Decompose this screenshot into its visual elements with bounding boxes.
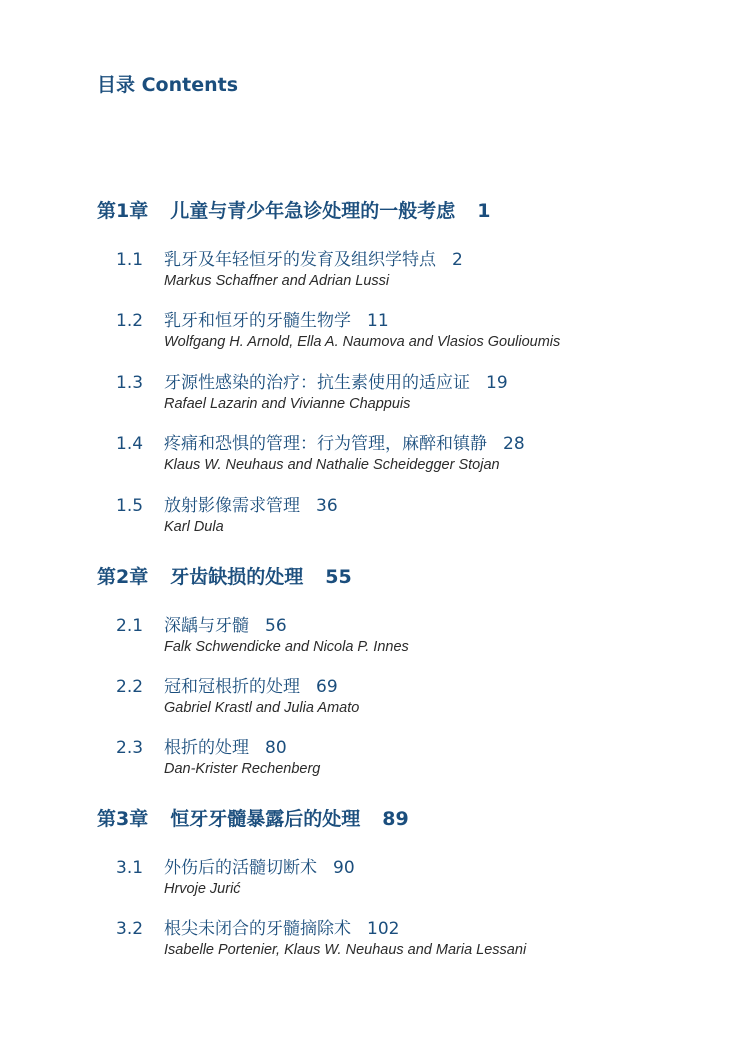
section-number: 2.3: [116, 738, 144, 758]
section-page: 56: [265, 616, 287, 636]
toc-entry: [116, 737, 320, 779]
chapter-page: 1: [477, 200, 491, 222]
section-authors: Hrvoje Jurić: [164, 881, 241, 897]
section-page: 11: [367, 311, 389, 331]
chapter-heading: [97, 804, 409, 831]
section-title: 冠和冠根折的处理: [164, 677, 300, 697]
chapter-heading: [97, 196, 490, 223]
chapter-page: 55: [325, 566, 352, 588]
section-page: 28: [503, 434, 525, 454]
section-authors: Rafael Lazarin and Vivianne Chappuis: [164, 396, 411, 412]
section-title: 深龋与牙髓: [164, 616, 249, 636]
section-number: 2.2: [116, 677, 144, 697]
section-number: 1.1: [116, 250, 144, 270]
section-number: 3.2: [116, 919, 144, 939]
section-page: 69: [316, 677, 338, 697]
toc-entry: [116, 857, 355, 899]
section-number: 1.2: [116, 311, 144, 331]
chapter-heading: [97, 562, 352, 589]
page-title: 目录 Contents: [97, 74, 239, 96]
chapter-page: 89: [382, 808, 409, 830]
section-page: 19: [486, 373, 508, 393]
toc-entry: [116, 918, 526, 960]
chapter-title: 恒牙牙髓暴露后的处理: [170, 808, 361, 830]
section-page: 102: [367, 919, 400, 939]
section-title: 根尖未闭合的牙髓摘除术: [164, 919, 351, 939]
section-number: 3.1: [116, 858, 144, 878]
chapter-title: 牙齿缺损的处理: [170, 566, 304, 588]
section-authors: Karl Dula: [164, 519, 224, 535]
toc-entry: [116, 676, 359, 718]
section-authors: Dan-Krister Rechenberg: [164, 761, 321, 777]
section-page: 36: [316, 496, 338, 516]
toc-entry: [116, 615, 409, 657]
section-page: 80: [265, 738, 287, 758]
section-title: 乳牙及年轻恒牙的发育及组织学特点: [164, 250, 436, 270]
section-title: 放射影像需求管理: [164, 496, 300, 516]
section-authors: Wolfgang H. Arnold, Ella A. Naumova and Vlasios Goulioumis: [164, 334, 561, 350]
section-page: 90: [333, 858, 355, 878]
section-number: 1.5: [116, 496, 144, 516]
section-authors: Markus Schaffner and Adrian Lussi: [164, 273, 390, 289]
chapter-number: 第2章: [97, 566, 149, 588]
toc-entry: [116, 310, 560, 352]
chapter-title: 儿童与青少年急诊处理的一般考虑: [170, 200, 456, 222]
toc-entry: [116, 372, 508, 414]
section-number: 2.1: [116, 616, 144, 636]
section-authors: Isabelle Portenier, Klaus W. Neuhaus and Maria Lessani: [164, 942, 527, 958]
toc-entry: [116, 433, 525, 475]
section-title: 根折的处理: [164, 738, 249, 758]
section-number: 1.4: [116, 434, 144, 454]
toc-entry: [116, 249, 463, 291]
section-number: 1.3: [116, 373, 144, 393]
section-title: 外伤后的活髓切断术: [164, 858, 317, 878]
section-authors: Gabriel Krastl and Julia Amato: [164, 700, 360, 716]
section-authors: Klaus W. Neuhaus and Nathalie Scheidegger Stojan: [164, 457, 500, 473]
section-title: 疼痛和恐惧的管理：行为管理，麻醉和镇静: [164, 434, 487, 454]
toc-entry: [116, 495, 338, 537]
chapter-number: 第1章: [97, 200, 149, 222]
section-page: 2: [452, 250, 463, 270]
section-title: 牙源性感染的治疗：抗生素使用的适应证: [164, 373, 470, 393]
chapter-number: 第3章: [97, 808, 149, 830]
section-authors: Falk Schwendicke and Nicola P. Innes: [164, 639, 409, 655]
section-title: 乳牙和恒牙的牙髓生物学: [164, 311, 351, 331]
